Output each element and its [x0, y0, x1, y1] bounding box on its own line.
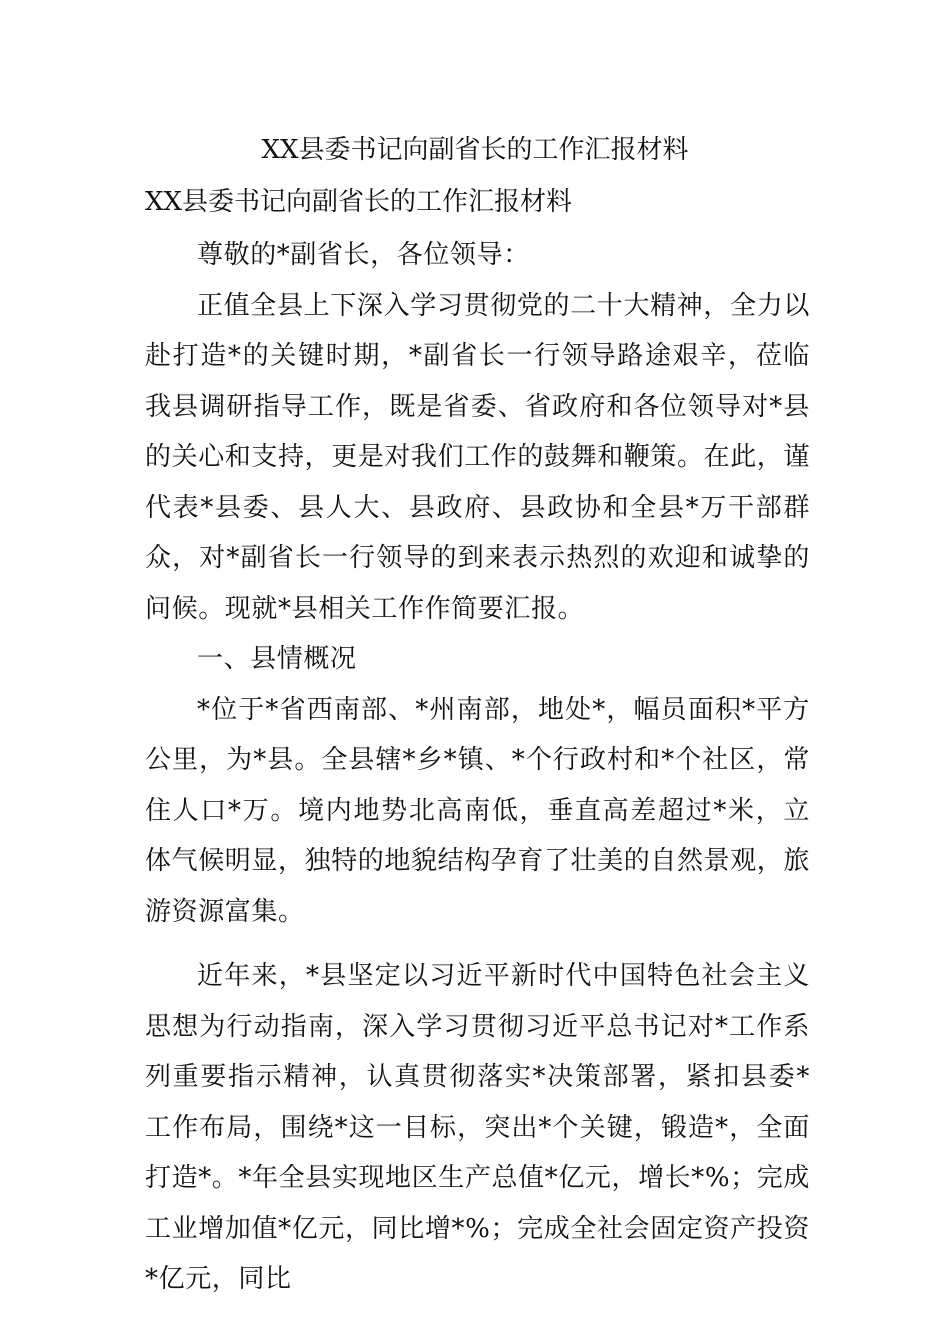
salutation: 尊敬的*副省长，各位领导： — [197, 240, 530, 270]
section-paragraph: *位于*省西南部、*州南部，地处*，幅员面积*平方公里，为*县。全县辖*乡*镇、*个行政村和*个社区，常住人口*万。境内地势北高南低，垂直高差超过*米，立体气候明显，独特的地貌结构孕育了壮美的自然景观，旅游资源富集。 — [145, 694, 811, 927]
section-paragraph: 近年来，*县坚定以习近平新时代中国特色社会主义思想为行动指南，深入学习贯彻习近平总书记对*工作系列重要指示精神，认真贯彻落实*决策部署，紧扣县委*工作布局，围绕*这一目标，突出*个关键，锻造*，全面打造*。*年全县实现地区生产总值*亿元，增长*%；完成工业增加值*亿元，同比增*%；完成全社会固定资产投资*亿元，同比 — [145, 961, 810, 1294]
document-body — [145, 230, 810, 1305]
document-subtitle: XX县委书记向副省长的工作汇报材料 — [145, 187, 573, 217]
paragraph-gap — [145, 937, 810, 951]
intro-paragraph: 正值全县上下深入学习贯彻党的二十大精神，全力以赴打造*的关键时期，*副省长一行领导路途艰辛，莅临我县调研指导工作，既是省委、省政府和各位领导对*县的关心和支持，更是对我们工作的鼓舞和鞭策。在此，谨代表*县委、县人大、县政府、县政协和全县*万干部群众，对*副省长一行领导的到来表示热烈的欢迎和诚挚的问候。现就*县相关工作作简要汇报。 — [145, 290, 811, 624]
document-title: XX县委书记向副省长的工作汇报材料 — [261, 135, 689, 165]
section-heading: 一、县情概况 — [197, 644, 357, 674]
